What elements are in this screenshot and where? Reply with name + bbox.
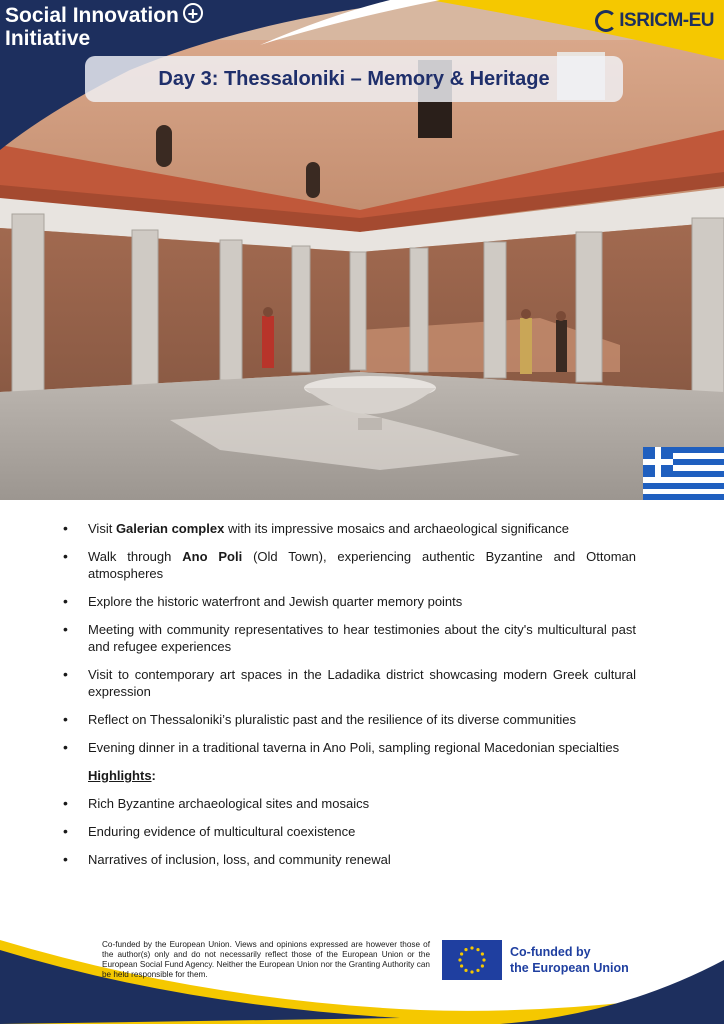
eu-cofunded-label [510, 944, 629, 976]
eu-flag-icon [442, 940, 502, 980]
isricm-logo-icon [595, 10, 617, 32]
eu-star [482, 958, 485, 961]
activity-list [63, 520, 636, 756]
list-item: • Reflect on Thessaloniki’s pluralistic past and the resilience of its diverse communities [63, 711, 636, 728]
circle-plus-icon: + [183, 3, 203, 23]
brand-isricm [595, 10, 714, 32]
eu-star [481, 952, 484, 955]
highlight-item: • Enduring evidence of multicultural coexistence [63, 823, 636, 840]
eu-star [476, 969, 479, 972]
title-box [85, 56, 623, 102]
eu-star [476, 948, 479, 951]
list-item: • Walk through Ano Poli (Old Town), experiencing authentic Byzantine and Ottoman atmospheres [63, 548, 636, 582]
highlights-heading: Highlights: [88, 768, 156, 783]
highlights-list [63, 795, 636, 868]
highlight-item: • Rich Byzantine archaeological sites and mosaics [63, 795, 636, 812]
list-item: • Visit Galerian complex with its impressive mosaics and archaeological significance [63, 520, 636, 537]
highlight-item: • Narratives of inclusion, loss, and community renewal [63, 851, 636, 868]
itinerary-content [63, 520, 636, 879]
hero-section [0, 0, 724, 500]
eu-line-1: Co-funded by [510, 945, 591, 959]
list-item: • Evening dinner in a traditional taverna in Ano Poli, sampling regional Macedonian specialties [63, 739, 636, 756]
brand-isricm-text: ISRICM-EU [619, 10, 714, 31]
brand-line-2: Initiative [5, 27, 91, 50]
page-title: Day 3: Thessaloniki – Memory & Heritage [158, 67, 550, 90]
list-item: • Meeting with community representatives to hear testimonies about the city's multicultural past and refugee experiences [63, 621, 636, 655]
eu-star [458, 958, 461, 961]
eu-star [470, 946, 473, 949]
greek-flag-icon [643, 447, 724, 500]
eu-star [464, 969, 467, 972]
eu-star [481, 964, 484, 967]
eu-star [460, 952, 463, 955]
eu-star [464, 948, 467, 951]
list-item: • Visit to contemporary art spaces in the Ladadika district showcasing modern Greek cultural expression [63, 666, 636, 700]
brand-line-1: Social Innovation [5, 4, 179, 27]
eu-disclaimer: Co-funded by the European Union. Views and opinions expressed are however those of the author(s) only and do not necessarily reflect those of the European Union or the European Social Fund Agency. Neither the European Union nor the Granting Authority can be held responsible for them. [102, 940, 430, 979]
list-item: • Explore the historic waterfront and Jewish quarter memory points [63, 593, 636, 610]
eu-star [460, 964, 463, 967]
eu-line-2: the European Union [510, 961, 629, 975]
brand-social-innovation [5, 3, 203, 50]
eu-star [470, 970, 473, 973]
